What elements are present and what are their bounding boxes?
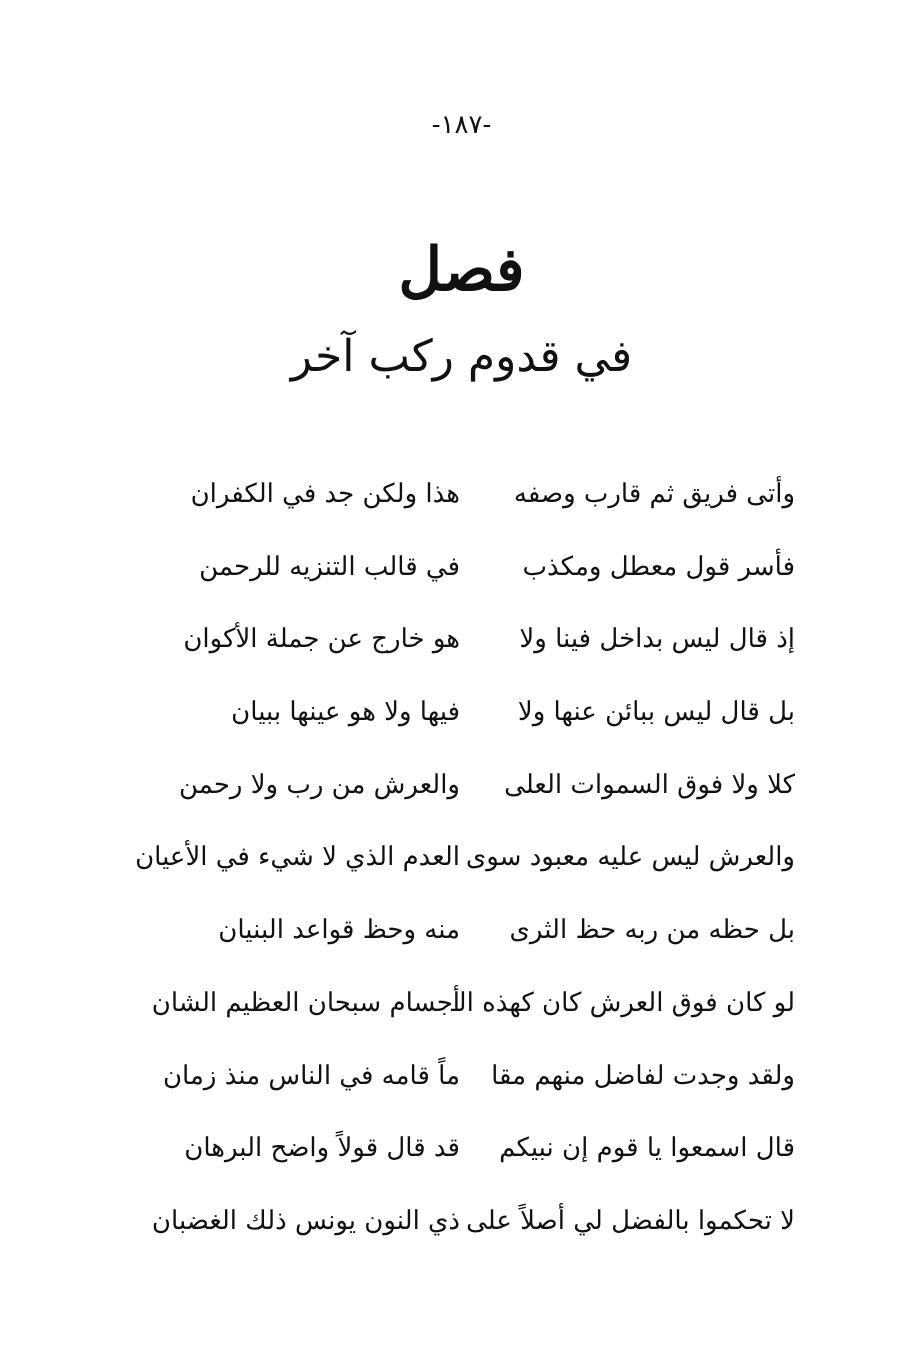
verse-second-hemistich: هذا ولكن جد في الكفران: [190, 479, 460, 509]
verse-second-hemistich: ذي النون يونس ذلك الغضبان: [151, 1205, 460, 1236]
verse-first-hemistich: إذ قال ليس بداخل فينا ولا: [519, 624, 795, 655]
verse-first-hemistich: وأتى فريق ثم قارب وصفه: [513, 479, 795, 509]
verse-second-hemistich: قد قال قولاً واضح البرهان: [184, 1133, 460, 1164]
verse-first-hemistich: بل قال ليس ببائن عنها ولا: [517, 697, 795, 728]
verse-line: [160, 458, 795, 531]
verse-first-hemistich: كلا ولا فوق السموات العلى: [504, 769, 795, 800]
verse-line: [160, 676, 795, 749]
verse-line: [160, 1112, 795, 1185]
verse-line: [160, 531, 795, 604]
verse-first-hemistich: بل حظه من ربه حظ الثرى: [509, 915, 795, 946]
verse-second-hemistich: والعرش من رب ولا رحمن: [179, 769, 460, 800]
verse-first-hemistich: قال اسمعوا يا قوم إن نبيكم: [499, 1133, 795, 1164]
verse-second-hemistich: أجسام سبحان العظيم الشان: [151, 987, 460, 1018]
chapter-title: فصل: [398, 235, 525, 305]
verse-first-hemistich: ولقد وجدت لفاضل منهم مقا: [491, 1060, 795, 1091]
verse-line: [151, 967, 795, 1040]
verse-line: [135, 821, 795, 894]
verse-second-hemistich: فيها ولا هو عينها ببيان: [231, 697, 460, 728]
verse-first-hemistich: لو كان فوق العرش كان كهذه الـ: [451, 987, 795, 1018]
verse-second-hemistich: ماً قامه في الناس منذ زمان: [162, 1060, 460, 1091]
verse-first-hemistich: لا تحكموا بالفضل لي أصلاً على: [466, 1205, 795, 1236]
verse-second-hemistich: العدم الذي لا شيء في الأعيان: [135, 842, 460, 873]
verse-first-hemistich: والعرش ليس عليه معبود سوى: [465, 842, 795, 873]
verse-line: [160, 749, 795, 822]
verse-line: [151, 1185, 795, 1258]
verse-line: [160, 603, 795, 676]
poem-verses: [135, 458, 795, 1258]
chapter-subtitle: في قدوم ركب آخر: [290, 331, 633, 382]
verse-line: [160, 894, 795, 967]
verse-line: [160, 1040, 795, 1113]
verse-second-hemistich: منه وحظ قواعد البنيان: [218, 915, 460, 946]
verse-first-hemistich: فأسر قول معطل ومكذب: [522, 551, 795, 582]
verse-second-hemistich: هو خارج عن جملة الأكوان: [183, 624, 460, 655]
verse-second-hemistich: في قالب التنزيه للرحمن: [199, 551, 460, 582]
page-number: -١٨٧-: [431, 110, 492, 140]
